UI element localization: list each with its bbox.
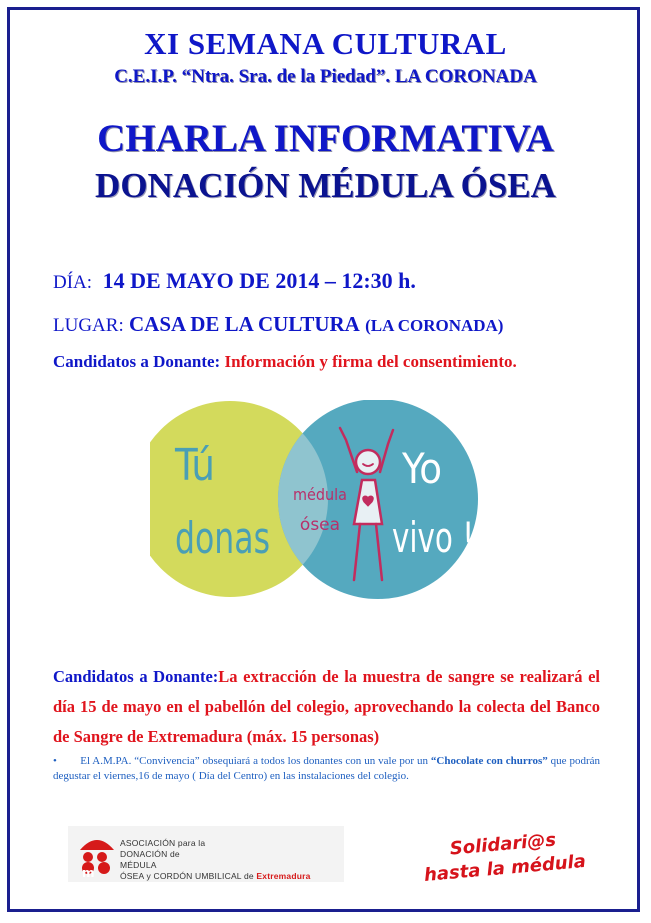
venn-diagram [150,400,490,605]
slogan-line2: hasta la médula [423,850,587,886]
candidates-text: Información y firma del consentimiento. [224,352,517,371]
day-row [53,268,416,294]
talk-title: CHARLA INFORMATIVA [97,117,554,160]
ampa-note [53,754,600,784]
venn-middle-line1: médula [293,485,347,504]
note-bold: “Chocolate con churros” [430,755,548,767]
note-text-before: El A.M.PA. “Convivencia” obsequiará a todos los donantes con un vale por un [80,755,431,767]
place-label: LUGAR: [53,315,124,336]
logo-line3: MÉDULA [120,860,157,870]
talk-topic: DONACIÓN MÉDULA ÓSEA [95,166,556,205]
place-value: CASA DE LA CULTURA [128,312,360,336]
venn-left-line1: Tú [174,440,215,491]
note-text-after: que podrán degustar el viernes,16 de mayo ( Día del Centro) en las instalaciones del colegio. [53,755,601,782]
place-row [53,312,503,337]
slogan-line1: Solidari@s [448,829,557,860]
logo-text [120,838,311,882]
venn-right-line2: vivo ! [392,513,474,562]
logo-line1: ASOCIACIÓN para la [120,838,206,848]
extraction-label: Candidatos a Donante: [53,667,219,686]
candidates-row [53,352,517,372]
logo-mark-icon [74,830,120,878]
venn-middle-line2: ósea [299,515,341,535]
bullet: • [53,755,57,767]
day-value: 14 DE MAYO DE 2014 – 12:30 h. [102,268,416,293]
logo-line4: ÓSEA y CORDÓN UMBILICAL de [120,871,254,881]
school-name: C.E.I.P. “Ntra. Sra. de la Piedad”. LA CORONADA [114,66,537,87]
venn-left-line2: donas [175,513,270,564]
extraction-text: La extracción de la muestra de sangre se realizará el día 15 de mayo en el pabellón del colegio, aprovechando la colecta del Banco de Sangre de Extremadura (máx. 15 personas) [53,667,601,746]
logo-region: Extremadura [256,871,311,881]
extraction-paragraph [53,662,600,752]
candidates-label: Candidatos a Donante: [53,352,221,371]
day-label: DÍA: [53,272,93,293]
venn-right-line1: Yo [401,444,442,493]
logo-line2: DONACIÓN de [120,849,180,859]
svg-text:m: m [82,866,95,878]
place-sub: (LA CORONADA) [365,316,504,335]
event-title: XI SEMANA CULTURAL [144,26,507,61]
